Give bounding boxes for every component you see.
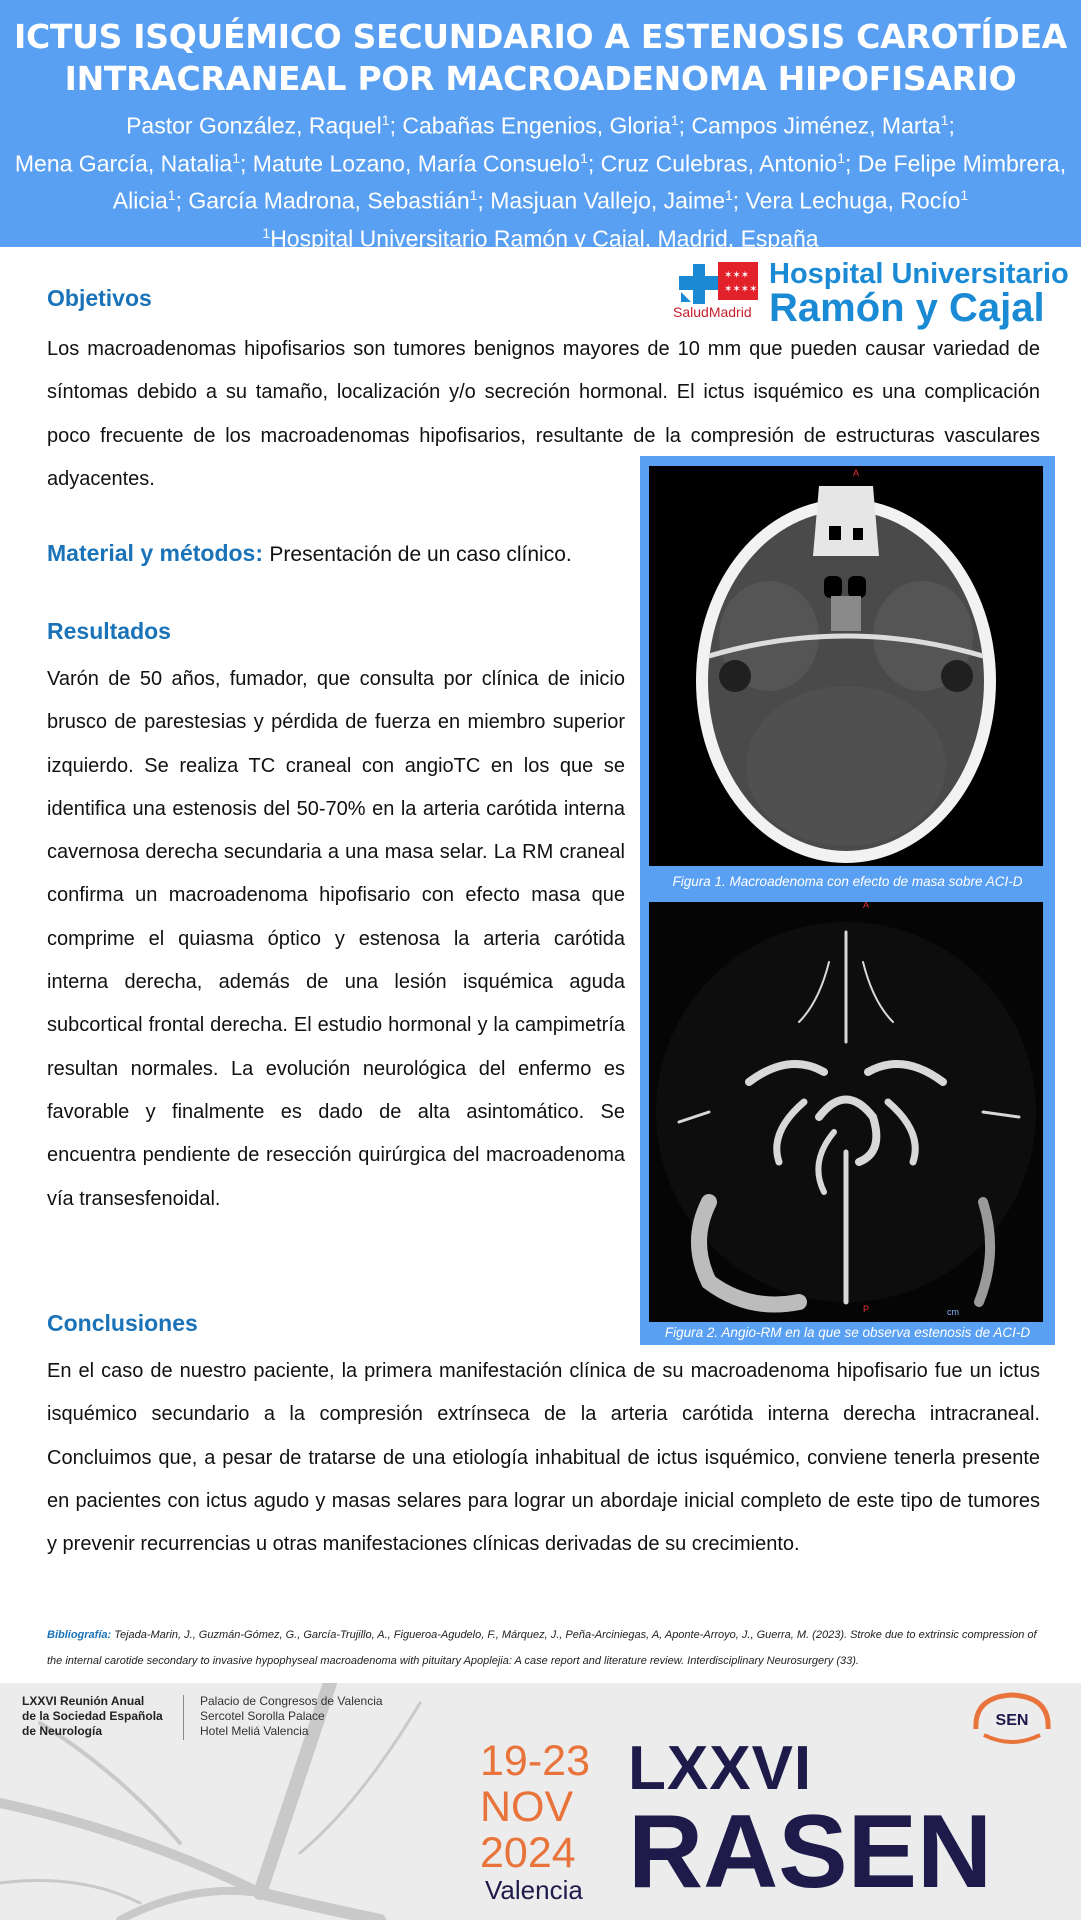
author: Masjuan Vallejo, Jaime xyxy=(490,187,725,214)
figure-2-angio-mri-image xyxy=(649,902,1043,1322)
author: García Madrona, Sebastián xyxy=(188,187,470,214)
author-list: Pastor González, Raquel$^1$; Cabañas Engenios, Gloria$^1$; Campos Jiménez, Marta$^1$; Mena García, Natalia$^1$; Matute Lozano, María Consuelo$^1$; Cruz Culebras, Antonio$^1$; De Felipe Mimbrera, Alicia$^1$; García Madrona, Sebastián$^1$; Masjuan Vallejo, Jaime$^1$; Vera Lechuga, Rocío$^1$ xyxy=(14,112,1067,214)
poster-header xyxy=(0,0,1081,252)
svg-text:SEN: SEN xyxy=(995,1712,1029,1729)
hospital-logo xyxy=(673,258,1069,330)
bibliography xyxy=(47,1622,1039,1674)
figure-2-caption: Figura 2. Angio-RM en la que se observa estenosis de ACI-D xyxy=(664,1325,1031,1340)
bibliography-label: Bibliografía: xyxy=(47,1629,112,1641)
conclusiones-text: En el caso de nuestro paciente, la primera manifestación clínica de su macroadenoma hipofisario fue un ictus isquémico secundario a la compresión extrínseca de la arteria carótida interna derecha intracraneal. Concluimos que, a pesar de tratarse de una etiología inhabitual de ictus isquémico, conviene tenerla presente en pacientes con ictus agudo y masas selares para lograr un abordaje inicial completo de este tipo de tumores y prevenir recurrencias u otras manifestaciones clínicas derivadas de su crecimiento. xyxy=(47,1360,1040,1556)
author: De Felipe Mimbrera, Alicia xyxy=(112,150,1067,214)
figure-2-marker-top: A xyxy=(863,902,870,910)
congress-footer xyxy=(0,1683,1081,1920)
brand-lxxvi: LXXVI xyxy=(628,1734,813,1803)
salud-madrid-label: SaludMadrid xyxy=(673,304,752,320)
figure-1-caption: Figura 1. Macroadenoma con efecto de masa sobre ACI-D xyxy=(672,874,1023,889)
madrid-stars-icon xyxy=(718,262,758,300)
figure-panel xyxy=(640,456,1055,1345)
salud-madrid-cross-icon xyxy=(677,262,721,306)
author: Matute Lozano, María Consuelo xyxy=(252,150,581,177)
venue-list: Palacio de Congresos de Valencia Sercotel Sorolla Palace Hotel Meliá Valencia xyxy=(200,1694,383,1738)
hospital-name-line2: Ramón y Cajal xyxy=(769,286,1045,330)
objetivos-text: Los macroadenomas hipofisarios son tumores benignos mayores de 10 mm que pueden causar variedad de síntomas debido a su tamaño, localización y/o secreción hormonal. El ictus isquémico es una complicación poco frecuente de los macroadenomas hipofisarios, resultante de la compresión de estructuras vasculares adyacentes. xyxy=(47,338,1040,490)
sen-logo-icon xyxy=(964,1689,1060,1749)
svg-text:✶✶✶: ✶✶✶ xyxy=(724,270,750,281)
author: Cabañas Engenios, Gloria xyxy=(402,112,671,139)
hospital-name-line1: Hospital Universitario xyxy=(769,258,1069,290)
author: Campos Jiménez, Marta xyxy=(691,112,941,139)
footer-divider xyxy=(183,1695,184,1740)
author: Pastor González, Raquel xyxy=(126,112,382,139)
author: Mena García, Natalia xyxy=(14,150,233,177)
heading-objetivos: Objetivos xyxy=(47,285,152,311)
affiliation: $^1$Hospital Universitario Ramón y Cajal, Madrid, España xyxy=(262,224,819,252)
heading-conclusiones: Conclusiones xyxy=(47,1310,198,1336)
svg-text:✶✶✶✶: ✶✶✶✶ xyxy=(724,284,758,295)
figure-1-ct-image xyxy=(649,466,1043,866)
meeting-name: LXXVI Reunión Anual de la Sociedad Española de Neurología xyxy=(22,1694,163,1738)
author: Vera Lechuga, Rocío xyxy=(745,187,961,214)
heading-material-metodos: Material y métodos: Presentación de un caso clínico. xyxy=(47,540,572,566)
bibliography-text: Tejada-Marin, J., Guzmán-Gómez, G., García-Trujillo, A., Figueroa-Agudelo, F., Márquez, J., Peña-Arciniegas, A, Apontе-Arroyo, J., Guerra, M. (2023). Stroke due to extrinsic compression of the internal carotide secondary to invasive hypophyseal macroadenoma with pituitary Apoplejia: A case report and literature review. Interdisciplinary Neurosurgery (33). xyxy=(47,1629,1037,1667)
heading-resultados: Resultados xyxy=(47,618,171,644)
resultados-text: Varón de 50 años, fumador, que consulta por clínica de inicio brusco de parestesias y pérdida de fuerza en miembro superior izquierdo. Se realiza TC craneal con angioTC en los que se identifica una estenosis del 50-70% en la arteria carótida interna cavernosa derecha secundaria a una masa selar. La RM craneal confirma un macroadenoma hipofisario con efecto masa que comprime el quiasma óptico y estenosa la arteria carótida interna derecha, además de una lesión isquémica aguda subcortical frontal derecha. El estudio hormonal y la campimetría resultan normales. La evolución neurológica del enfermo es favorable y finalmente es dado de alta asintomático. Se encuentra pendiente de resección quirúrgica del macroadenoma vía transesfenoidal. xyxy=(47,668,625,1210)
figure-2-scale-label: cm xyxy=(947,1307,959,1317)
figure-1-orientation-marker: A xyxy=(853,468,860,478)
material-metodos-text: Presentación de un caso clínico. xyxy=(269,543,572,566)
congress-city: Valencia xyxy=(485,1875,583,1905)
author: Cruz Culebras, Antonio xyxy=(600,150,838,177)
poster-title: ICTUS ISQUÉMICO SECUNDARIO A ESTENOSIS CAROTÍDEA INTRACRANEAL POR MACROADENOMA HIPOFISARIO xyxy=(14,17,1067,98)
figure-2-marker-bottom: P xyxy=(863,1304,870,1314)
congress-dates: 19-23 NOV 2024 xyxy=(480,1737,590,1877)
brand-rasen: RASEN xyxy=(628,1794,993,1910)
